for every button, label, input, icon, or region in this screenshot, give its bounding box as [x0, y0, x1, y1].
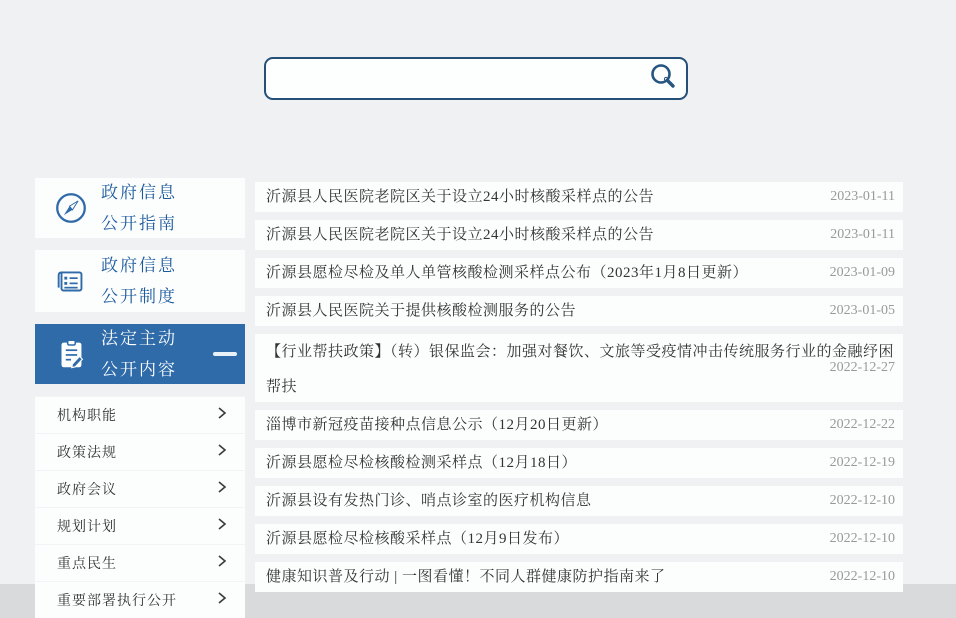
- announcement-date: 2023-01-11: [830, 227, 895, 242]
- clipboard-pencil-icon: [51, 334, 91, 374]
- announcement-link[interactable]: 沂源县人民医院关于提供核酸检测服务的公告: [266, 303, 577, 319]
- announcement-date: 2023-01-05: [829, 303, 895, 318]
- list-item[interactable]: [255, 182, 903, 212]
- sidebar-item-statutory-disclosure[interactable]: [35, 324, 245, 384]
- list-item[interactable]: [255, 296, 903, 326]
- announcement-link[interactable]: 健康知识普及行动 | 一图看懂！不同人群健康防护指南来了: [266, 569, 666, 585]
- chevron-right-icon: [215, 516, 231, 537]
- chevron-right-icon: [215, 590, 231, 611]
- chevron-right-icon: [215, 405, 231, 426]
- list-item[interactable]: [255, 562, 903, 592]
- chevron-right-icon: [215, 442, 231, 463]
- announcement-link[interactable]: 淄博市新冠疫苗接种点信息公示（12月20日更新）: [266, 417, 609, 433]
- submenu-item-policies-regulations[interactable]: 政策法规: [35, 433, 245, 470]
- list-item[interactable]: [255, 448, 903, 478]
- submenu-item-agency-functions[interactable]: 机构职能: [35, 396, 245, 433]
- chevron-right-icon: [215, 479, 231, 500]
- sidebar-item-gov-info-guide[interactable]: [35, 178, 245, 238]
- announcement-link[interactable]: 沂源县设有发热门诊、哨点诊室的医疗机构信息: [266, 493, 592, 509]
- submenu-item-government-meetings[interactable]: 政府会议: [35, 470, 245, 507]
- announcement-link[interactable]: 沂源县愿检尽检及单人单管核酸检测采样点公布（2023年1月8日更新）: [266, 265, 749, 281]
- announcement-date: 2023-01-11: [830, 189, 895, 204]
- announcement-link[interactable]: 沂源县人民医院老院区关于设立24小时核酸采样点的公告: [266, 189, 655, 205]
- announcement-link[interactable]: 【行业帮扶政策】（转）银保监会：加强对餐饮、文旅等受疫情冲击传统服务行业的金融纾困帮扶: [266, 344, 895, 395]
- chevron-right-icon: [215, 553, 231, 574]
- search-input[interactable]: [266, 59, 640, 98]
- sidebar: [35, 178, 245, 618]
- search-bar: [264, 57, 688, 100]
- sidebar-submenu: [35, 396, 245, 618]
- compass-icon: [51, 188, 91, 228]
- announcement-date: 2022-12-22: [829, 417, 895, 432]
- search-button[interactable]: [640, 59, 686, 98]
- document-lines-icon: [51, 261, 91, 301]
- announcement-link[interactable]: 沂源县愿检尽检核酸检测采样点（12月18日）: [266, 455, 578, 471]
- search-icon: [648, 62, 678, 95]
- announcement-date: 2022-12-10: [829, 531, 895, 546]
- announcement-date: 2023-01-09: [829, 265, 895, 280]
- sidebar-item-label: 政府信息 公开制度: [101, 255, 177, 306]
- collapse-minus-icon[interactable]: [213, 352, 237, 356]
- announcement-date: 2022-12-19: [829, 455, 895, 470]
- list-item[interactable]: [255, 410, 903, 440]
- announcement-date: 2022-12-27: [829, 360, 895, 375]
- announcement-link[interactable]: 沂源县人民医院老院区关于设立24小时核酸采样点的公告: [266, 227, 655, 243]
- list-item[interactable]: [255, 258, 903, 288]
- list-item[interactable]: [255, 334, 903, 402]
- announcement-date: 2022-12-10: [829, 493, 895, 508]
- announcement-date: 2022-12-10: [829, 569, 895, 584]
- submenu-item-planning[interactable]: 规划计划: [35, 507, 245, 544]
- list-item[interactable]: [255, 220, 903, 250]
- list-item[interactable]: [255, 524, 903, 554]
- sidebar-item-label: 法定主动 公开内容: [101, 328, 177, 379]
- sidebar-item-gov-info-system[interactable]: [35, 250, 245, 312]
- submenu-item-key-livelihood[interactable]: 重点民生: [35, 544, 245, 581]
- announcement-list: [255, 182, 903, 592]
- sidebar-item-label: 政府信息 公开指南: [101, 182, 177, 233]
- list-item[interactable]: [255, 486, 903, 516]
- submenu-item-key-deployment-disclosure[interactable]: 重要部署执行公开: [35, 581, 245, 618]
- announcement-link[interactable]: 沂源县愿检尽检核酸采样点（12月9日发布）: [266, 531, 570, 547]
